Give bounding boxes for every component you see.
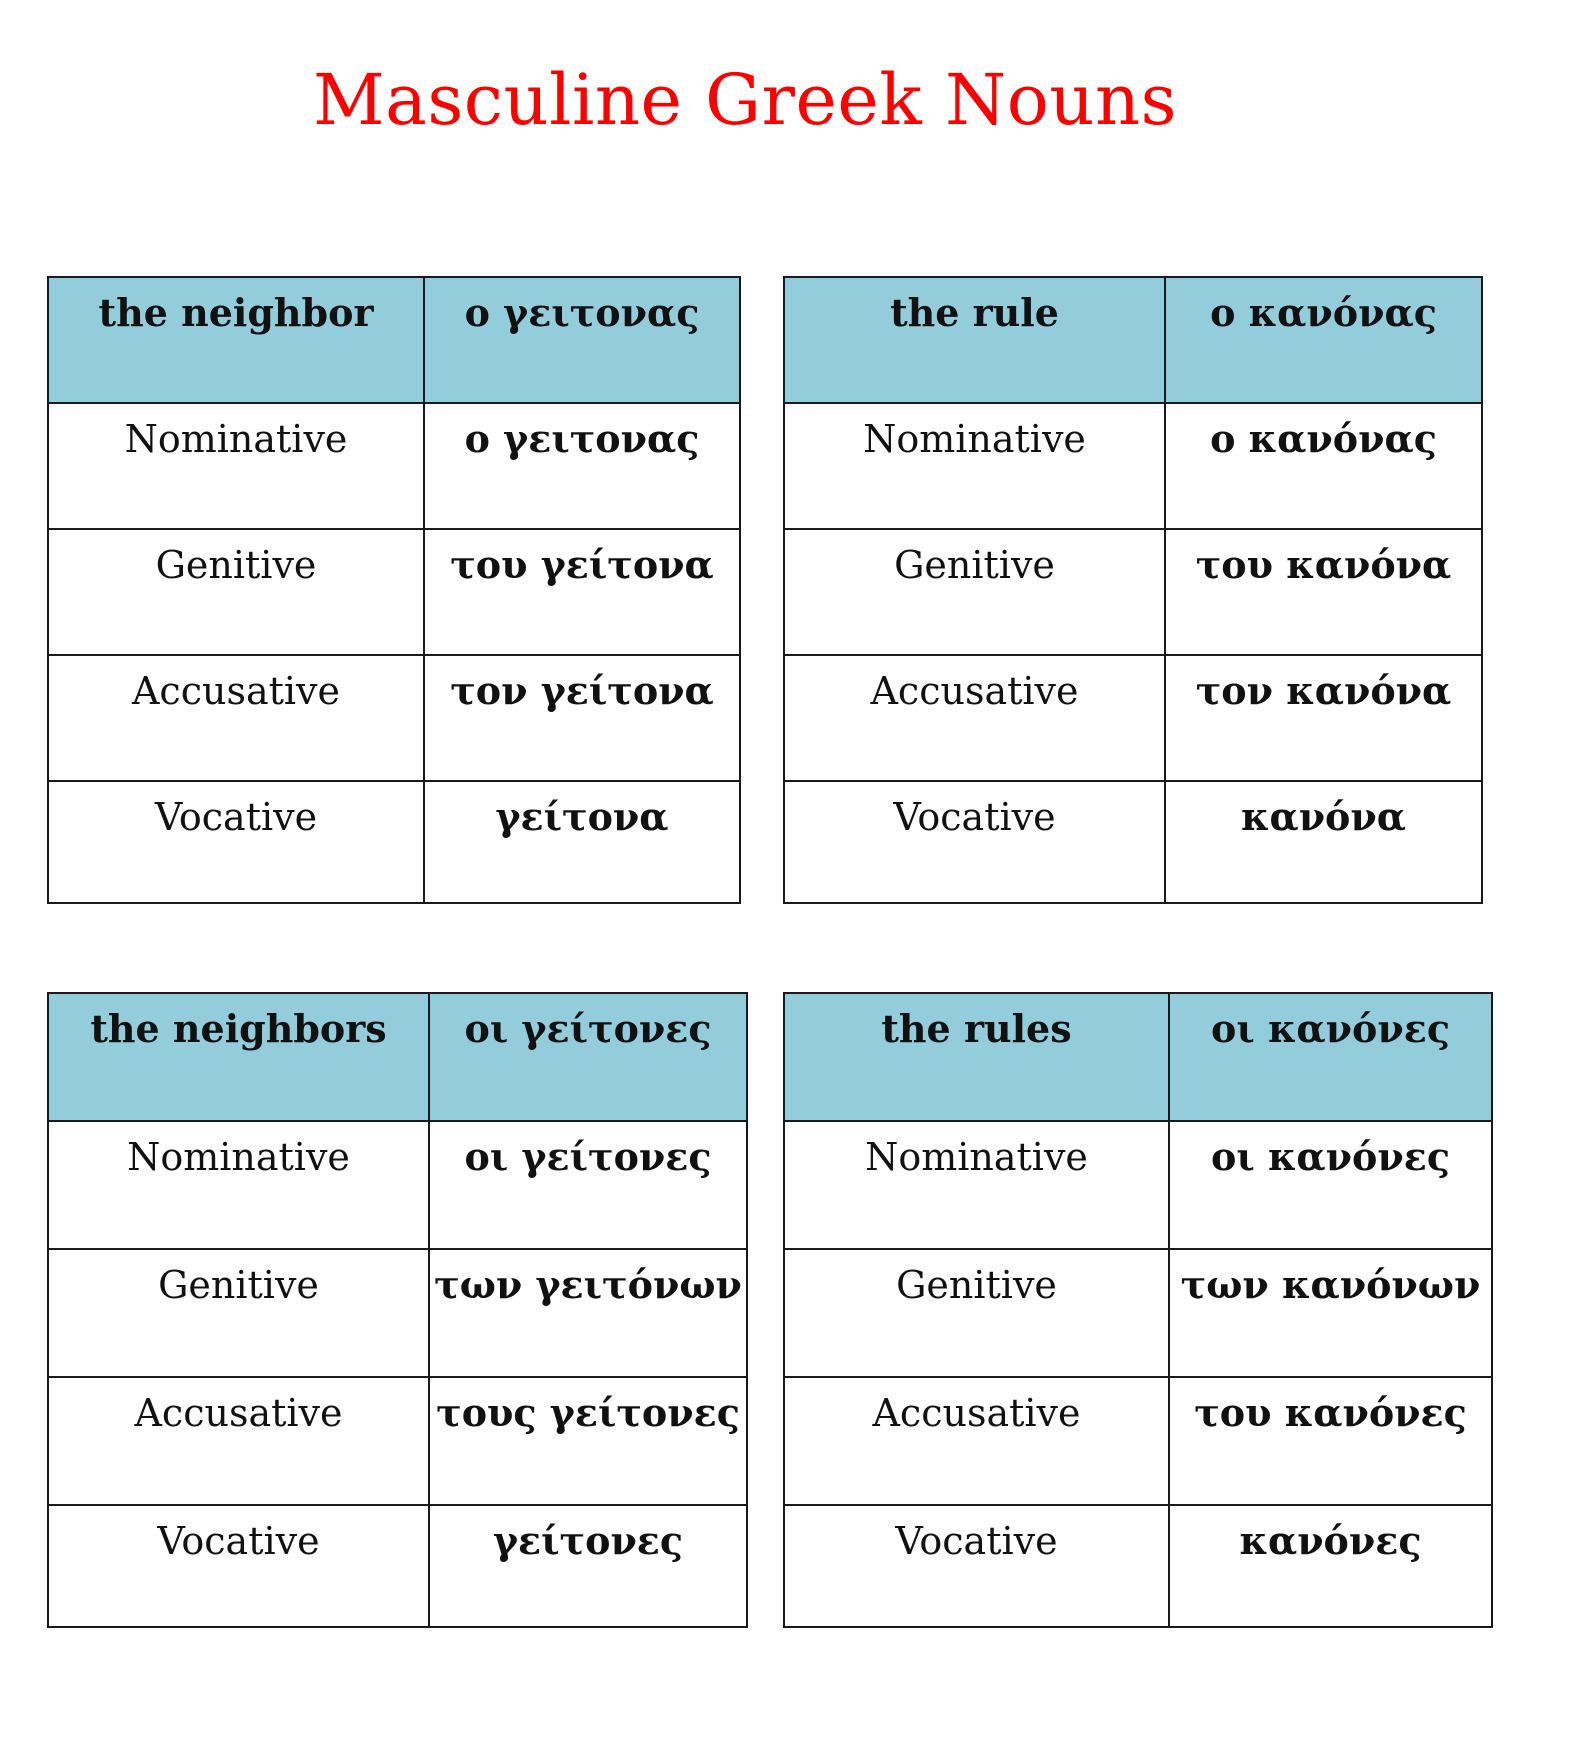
case-label: Nominative <box>48 403 424 529</box>
table-row <box>784 1121 1492 1249</box>
case-label: Accusative <box>784 1377 1169 1505</box>
case-form: ο γειτονας <box>424 403 740 529</box>
case-label: Genitive <box>48 529 424 655</box>
case-form: τον γείτονα <box>424 655 740 781</box>
header-greek: ο γειτονας <box>424 277 740 403</box>
case-form: του κανόνα <box>1165 529 1482 655</box>
header-greek: ο κανόνας <box>1165 277 1482 403</box>
table-row <box>48 403 740 529</box>
case-label: Accusative <box>784 655 1165 781</box>
case-form: οι κανόνες <box>1169 1121 1492 1249</box>
header-greek: οι κανόνες <box>1169 993 1492 1121</box>
case-label: Nominative <box>48 1121 429 1249</box>
case-label: Genitive <box>784 529 1165 655</box>
page-title: Masculine Greek Nouns <box>312 59 1178 141</box>
header-english: the neighbor <box>48 277 424 403</box>
declension-table-neighbor-singular <box>47 276 741 904</box>
case-label: Accusative <box>48 655 424 781</box>
case-label: Genitive <box>784 1249 1169 1377</box>
case-form: των γειτόνων <box>429 1249 747 1377</box>
table-row <box>784 1377 1492 1505</box>
case-label: Nominative <box>784 403 1165 529</box>
table-row <box>48 1249 747 1377</box>
case-label: Nominative <box>784 1121 1169 1249</box>
case-form: γείτονες <box>429 1505 747 1627</box>
table-row <box>48 1121 747 1249</box>
table-row <box>48 655 740 781</box>
table-row <box>48 1505 747 1627</box>
case-form: τον κανόνα <box>1165 655 1482 781</box>
table-header-row <box>48 277 740 403</box>
table-row <box>784 1505 1492 1627</box>
case-form: γείτονα <box>424 781 740 903</box>
case-form: οι γείτονες <box>429 1121 747 1249</box>
declension-table-rule-singular <box>783 276 1483 904</box>
case-label: Vocative <box>48 1505 429 1627</box>
table-row <box>48 781 740 903</box>
header-english: the rules <box>784 993 1169 1121</box>
header-english: the neighbors <box>48 993 429 1121</box>
header-greek: οι γείτονες <box>429 993 747 1121</box>
declension-table-neighbor-plural <box>47 992 748 1628</box>
table-row <box>48 1377 747 1505</box>
table-header-row <box>784 993 1492 1121</box>
case-label: Vocative <box>784 781 1165 903</box>
case-form: κανόνα <box>1165 781 1482 903</box>
table-row <box>784 781 1482 903</box>
case-form: του γείτονα <box>424 529 740 655</box>
case-form: ο κανόνας <box>1165 403 1482 529</box>
table-header-row <box>784 277 1482 403</box>
table-row <box>784 655 1482 781</box>
table-row <box>784 403 1482 529</box>
declension-table-rule-plural <box>783 992 1493 1628</box>
case-label: Vocative <box>48 781 424 903</box>
header-english: the rule <box>784 277 1165 403</box>
table-row <box>784 529 1482 655</box>
case-label: Genitive <box>48 1249 429 1377</box>
case-form: του κανόνες <box>1169 1377 1492 1505</box>
table-header-row <box>48 993 747 1121</box>
case-form: τους γείτονες <box>429 1377 747 1505</box>
case-label: Vocative <box>784 1505 1169 1627</box>
case-form: κανόνες <box>1169 1505 1492 1627</box>
case-label: Accusative <box>48 1377 429 1505</box>
table-row <box>48 529 740 655</box>
case-form: των κανόνων <box>1169 1249 1492 1377</box>
table-row <box>784 1249 1492 1377</box>
